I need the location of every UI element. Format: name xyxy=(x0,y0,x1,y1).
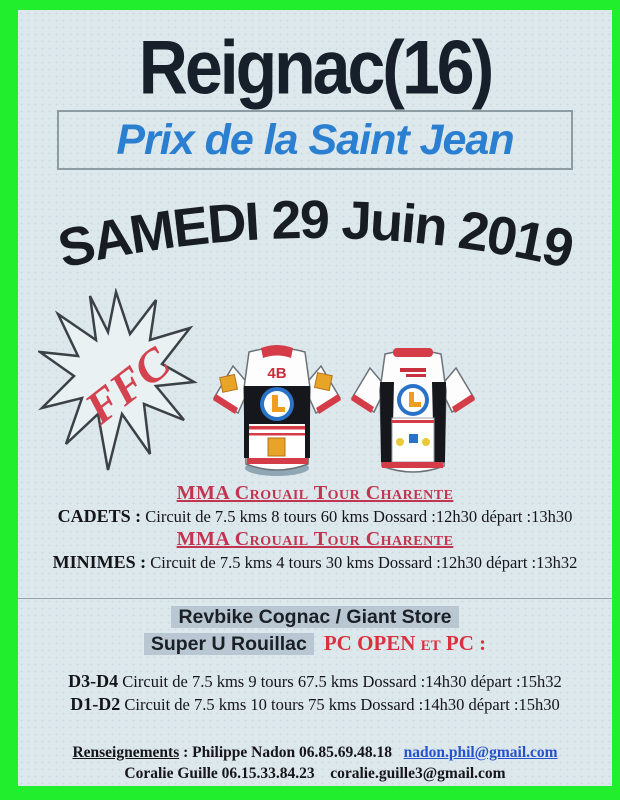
race-category: D3-D4 xyxy=(68,671,119,691)
poster-title: Reignac(16) xyxy=(138,25,492,111)
mma-header-2: MMA Crouail Tour Charente xyxy=(176,528,454,550)
section-divider xyxy=(18,598,612,599)
sponsor-line-1 xyxy=(18,604,612,630)
svg-text:SAMEDI 29 Juin 2019 xyxy=(53,190,579,280)
ffc-starburst-icon xyxy=(38,288,198,474)
race-line-d1d2 xyxy=(18,693,612,716)
pc-open-label: PC OPEN et PC : xyxy=(323,631,487,655)
contact-name-phone: Philippe Nadon 06.85.69.48.18 xyxy=(192,744,392,761)
sponsor-superu: Super U Rouillac xyxy=(144,633,314,655)
mma-races-section xyxy=(18,482,612,574)
race-line-cadets xyxy=(18,505,612,528)
contact-sep: : xyxy=(179,744,193,761)
race-details: Circuit de 7.5 kms 10 tours 75 kms Dossard :14h30 départ :15h30 xyxy=(120,695,560,714)
date-banner xyxy=(35,178,595,282)
sponsor-line-2 xyxy=(18,630,612,657)
mma-header-1: MMA Crouail Tour Charente xyxy=(176,482,454,504)
ffc-label: FFC xyxy=(75,336,180,434)
sponsors-section xyxy=(18,604,612,657)
race-category: MINIMES : xyxy=(52,552,147,572)
contact-line-1 xyxy=(18,742,612,763)
race-line-minimes xyxy=(18,551,612,574)
sponsor-revbike: Revbike Cognac / Giant Store xyxy=(171,606,458,628)
race-details: Circuit de 7.5 kms 4 tours 30 kms Dossard :12h30 départ :13h32 xyxy=(146,553,578,572)
open-races-section xyxy=(18,670,612,716)
contact-label: Renseignements xyxy=(72,744,180,761)
contacts-section xyxy=(18,742,612,784)
contact-line-2 xyxy=(18,763,612,784)
email-text-guille: coralie.guille3@gmail.com xyxy=(330,765,506,782)
race-line-d3d4 xyxy=(18,670,612,693)
jersey-back-icon xyxy=(348,340,478,480)
poster xyxy=(18,10,612,786)
race-details: Circuit de 7.5 kms 8 tours 60 kms Dossard :12h30 départ :13h30 xyxy=(141,507,573,526)
race-details: Circuit de 7.5 kms 9 tours 67.5 kms Dossard :14h30 départ :15h32 xyxy=(118,672,562,691)
race-category: CADETS : xyxy=(57,506,142,526)
jersey-chest-label: 4B xyxy=(267,365,287,382)
subtitle-text: Prix de la Saint Jean xyxy=(116,115,514,164)
date-text: SAMEDI 29 Juin 2019 xyxy=(52,189,578,280)
jersey-front-icon xyxy=(211,336,343,480)
race-category: D1-D2 xyxy=(70,694,121,714)
contact-name-phone: Coralie Guille 06.15.33.84.23 xyxy=(124,765,315,782)
subtitle-box xyxy=(57,110,573,170)
email-link-nadon[interactable]: nadon.phil@gmail.com xyxy=(403,744,558,761)
